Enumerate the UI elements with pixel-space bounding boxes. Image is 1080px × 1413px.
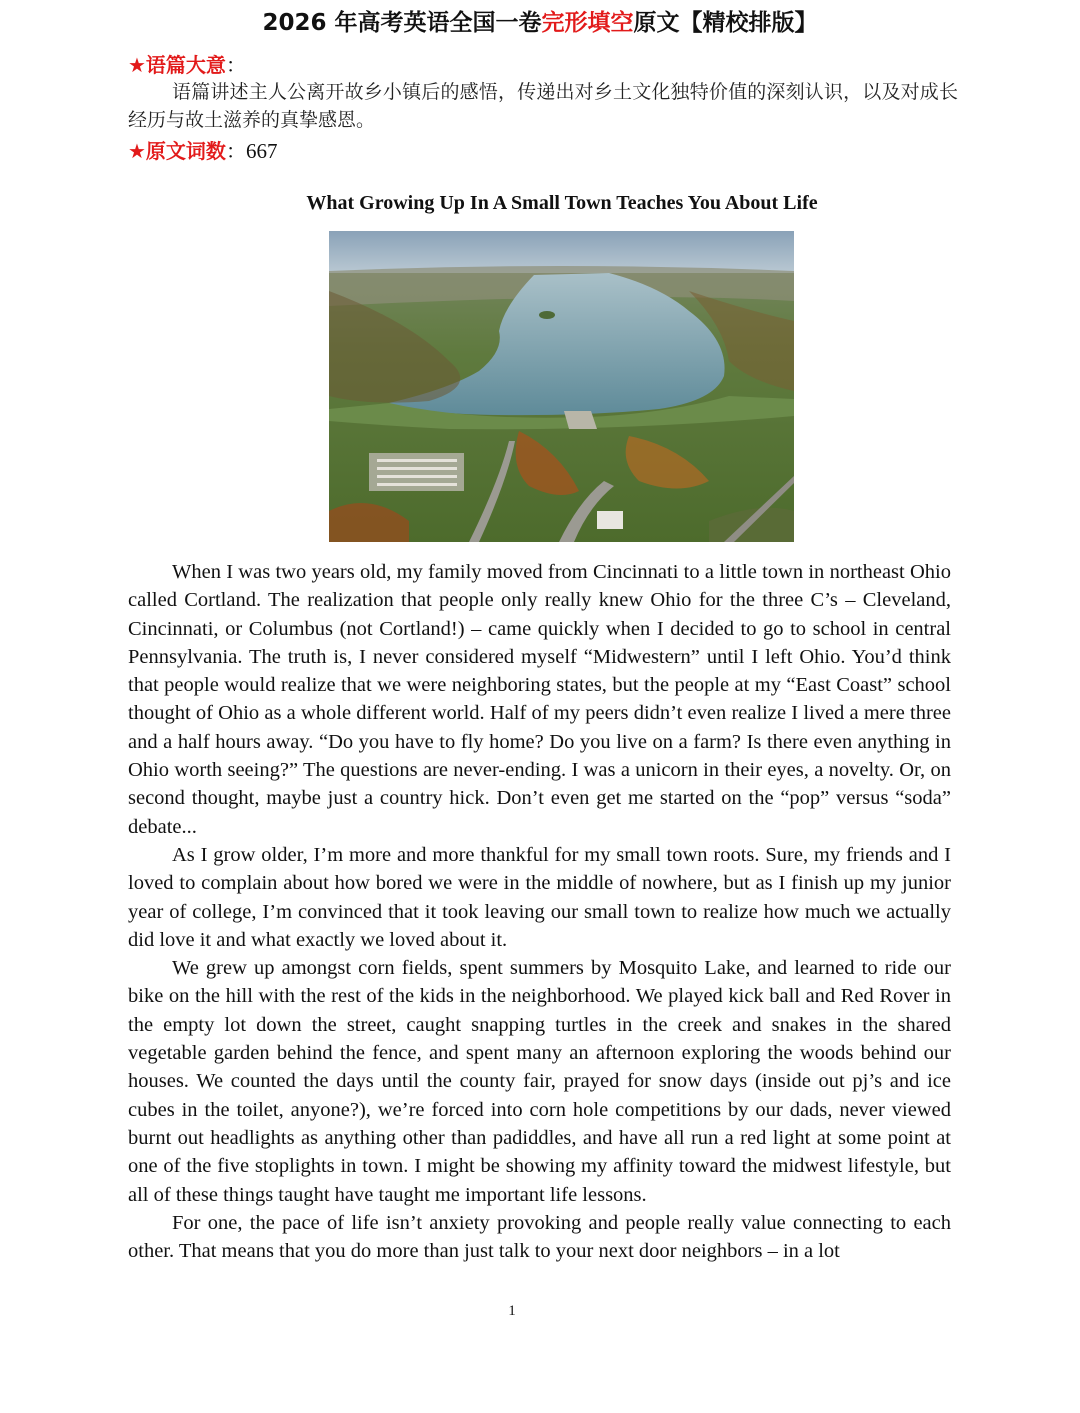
lake-aerial-photo: [329, 231, 794, 542]
wordcount-label-text: ★原文词数: [128, 139, 226, 163]
summary-label: [128, 49, 246, 78]
article-title: What Growing Up In A Small Town Teaches You About Life: [306, 192, 818, 214]
summary-label-colon: ：: [225, 53, 246, 77]
summary-text: 语篇讲述主人公离开故乡小镇后的感悟，传递出对乡土文化独特价值的深刻认识，以及对成长经历与故土滋养的真挚感恩。: [128, 81, 958, 131]
article-paragraph: We grew up amongst corn fields, spent summers by Mosquito Lake, and learned to ride our bike on the hill with the rest of the kids in the neighborhood. We played kick ball and Red Rover in the empty lot down the street, caught snapping turtles in the creek and snakes in the shared vegetable garden behind the fence, and spent many an afternoon exploring the woods behind our houses. We counted the days until the county fair, prayed for snow days (inside out pj’s and ice cubes in the toilet, anyone?), we’re forced into corn hole competitions by our dads, never viewed burnt out headlights as anything other than padiddles, and have all run a red light at some point at one of the five stoplights in town. I might be showing my affinity toward the midwest lifestyle, but all of these things taught have taught me important life lessons.: [128, 957, 951, 1206]
page-title: [0, 4, 1080, 37]
title-part1: 2026 年高考英语全国一卷: [262, 10, 542, 36]
wordcount-value: 667: [245, 139, 278, 163]
article-paragraph: As I grow older, I’m more and more thankful for my small town roots. Sure, my friends and I loved to complain about how bored we were in the middle of nowhere, but as I finish up my junior year of college, I’m convinced that it took leaving our small town to realize how much we actually did love it and what exactly we loved about it.: [128, 843, 951, 951]
article-paragraph: For one, the pace of life isn’t anxiety provoking and people really value connecting to each other. That means that you do more than just talk to your next door neighbors – in a lot: [128, 1211, 951, 1263]
page-number: 1: [508, 1303, 516, 1319]
summary-block: [128, 78, 958, 134]
title-part2: 原文【精校排版】: [633, 10, 818, 36]
title-highlight: 完形填空: [541, 10, 634, 36]
wordcount-label: [128, 135, 277, 164]
summary-label-text: ★语篇大意: [128, 53, 226, 77]
article-paragraph: When I was two years old, my family moved from Cincinnati to a little town in northeast Ohio called Cortland. The realization that people only really knew Ohio for the three C’s – Cleveland, Cincinnati, or Columbus (not Cortland!) – came quickly when I decided to go to school in central Pennsylvania. The truth is, I never considered myself “Midwestern” until I left Ohio. You’d think that people would realize that we were neighboring states, but the people at my “East Coast” school thought of Ohio as a whole different world. Half of my peers didn’t even realize I lived a mere three and a half hours away. “Do you have to fly home? Do you live on a farm? Is there even anything in Ohio worth seeing?” The questions are never-ending. I was a unicorn in their eyes, a novelty. Or, on second thought, maybe just a country hick. Don’t even get me started on the “pop” versus “soda” debate...: [128, 561, 951, 838]
wordcount-label-colon: ：: [225, 139, 246, 163]
article-body: [128, 558, 951, 1265]
